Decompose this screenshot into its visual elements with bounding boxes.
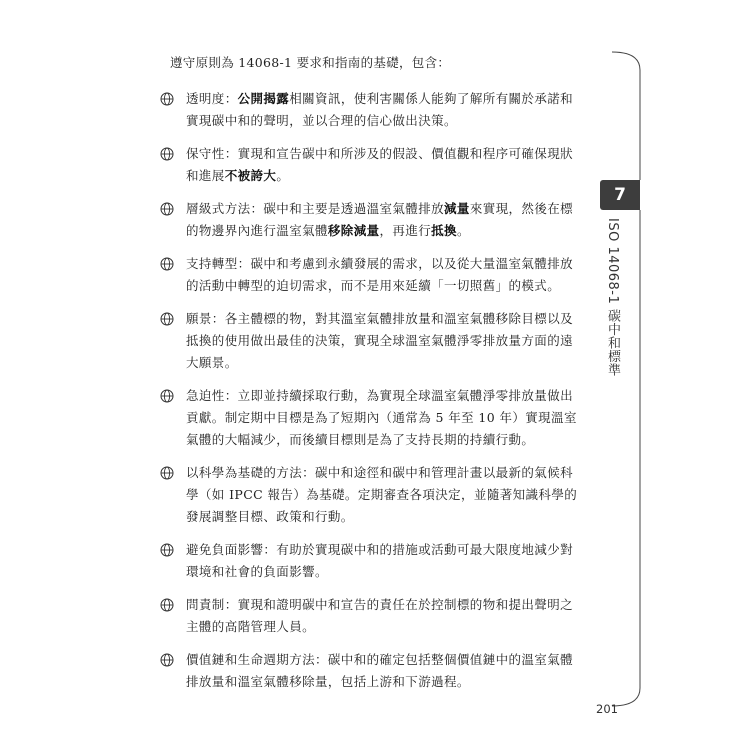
intro-text: 遵守原則為 14068-1 要求和指南的基礎，包含： bbox=[170, 55, 451, 70]
item-text: 層級式方法：碳中和主要是透過溫室氣體排放 bbox=[186, 201, 445, 216]
emphasis-text: 公開揭露 bbox=[237, 91, 290, 106]
item-text: 價值鏈和生命週期方法：碳中和的確定包括整個價值鏈中的溫室氣體排放量和溫室氣體移除量，包括上游和下游過程。 bbox=[186, 652, 574, 689]
item-text: 。 bbox=[276, 168, 290, 183]
chapter-tab: 7 bbox=[600, 180, 640, 210]
item-text: 支持轉型：碳中和考慮到永續發展的需求，以及從大量溫室氣體排放的活動中轉型的迫切需求，而不是用來延續「一切照舊」的模式。 bbox=[186, 256, 574, 293]
item-text: 保守性：實現和宣告碳中和所涉及的假設、價值觀和程序可確保現狀和進展 bbox=[186, 146, 574, 183]
item-text: 透明度： bbox=[186, 91, 238, 106]
item-text: 避免負面影響：有助於實現碳中和的措施或活動可最大限度地減少對環境和社會的負面影響。 bbox=[186, 542, 574, 579]
item-text: 。 bbox=[456, 223, 470, 238]
page-number: 201 bbox=[596, 702, 618, 716]
item-text: 急迫性：立即並持續採取行動，為實現全球溫室氣體淨零排放量做出貢獻。制定期中目標是為了短期內（通常為 5 年至 10 年）實現溫室氣體的大幅減少，而後續目標則是為了支持長期的持續行動。 bbox=[186, 388, 577, 447]
emphasis-text: 抵換 bbox=[431, 223, 457, 238]
emphasis-text: 移除減量 bbox=[327, 223, 380, 238]
item-text: 相關資訊，使利害關係人能夠了解所有關於承諾和實現碳中和的聲明，並以合理的信心做出決策。 bbox=[186, 91, 574, 128]
item-text: 願景：各主體標的物，對其溫室氣體排放量和溫室氣體移除目標以及抵換的使用做出最佳的決策，實現全球溫室氣體淨零排放量方面的遠大願景。 bbox=[186, 311, 574, 370]
item-text: 問責制：實現和證明碳中和宣告的責任在於控制標的物和提出聲明之主體的高階管理人員。 bbox=[186, 597, 574, 634]
emphasis-text: 不被誇大 bbox=[224, 168, 277, 183]
chapter-title: ISO 14068-1 碳中和標準 bbox=[605, 218, 620, 377]
item-text: ，再進行 bbox=[379, 223, 432, 238]
item-text: 以科學為基礎的方法：碳中和途徑和碳中和管理計畫以最新的氣候科學（如 IPCC 報告）為基礎。定期審查各項決定，並隨著知識科學的發展調整目標、政策和行動。 bbox=[186, 465, 578, 524]
item-text: 來實現，然後在標的物邊界內進行溫室氣體 bbox=[186, 201, 574, 238]
emphasis-text: 減量 bbox=[444, 201, 470, 216]
